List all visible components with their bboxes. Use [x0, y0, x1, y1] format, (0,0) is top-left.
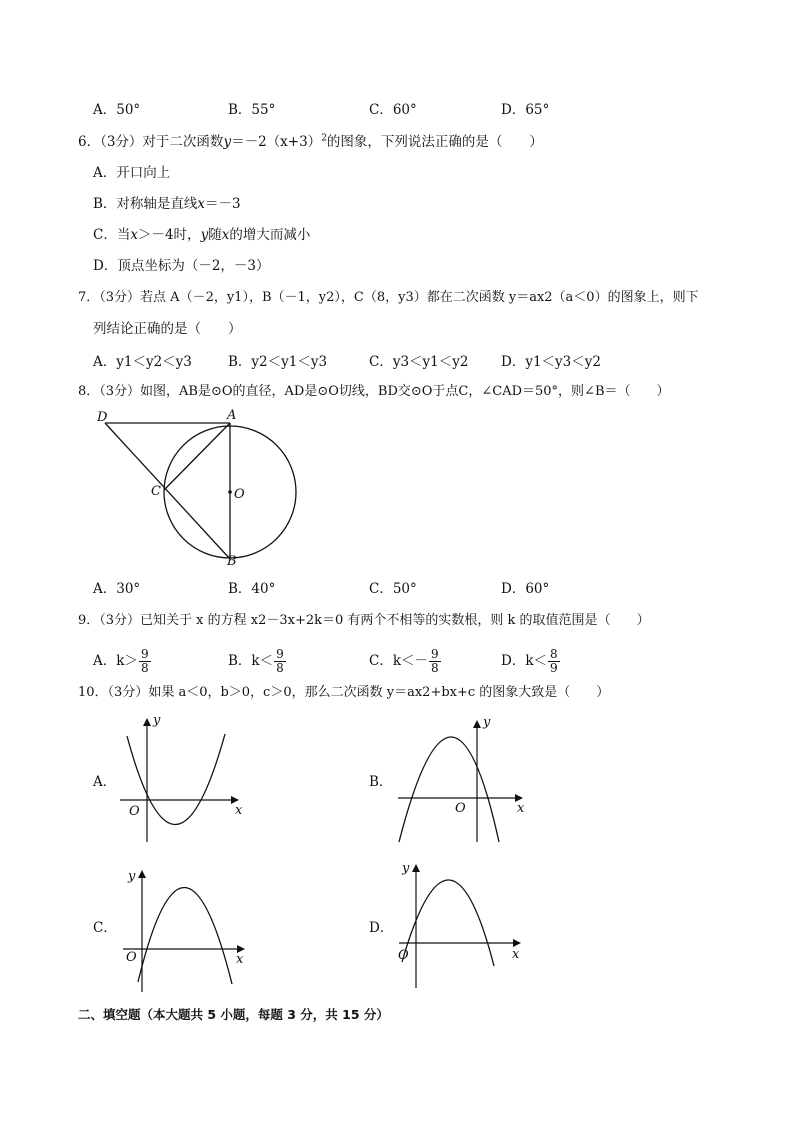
q8-option-a: A．30° — [93, 581, 141, 597]
q6-y: y — [223, 134, 232, 150]
q6-c-x2: x — [221, 227, 230, 243]
q9-option-d — [501, 648, 561, 675]
q7-option-a: A．y1＜y2＜y3 — [93, 354, 192, 370]
q9-a-den: 8 — [140, 661, 149, 675]
q9-stem: 9．（3分）已知关于 x 的方程 x2－3x+2k＝0 有两个不相等的实数根，则 k 的取值范围是（ ） — [78, 613, 650, 628]
q10-option-a-label: A． — [93, 774, 117, 790]
q6-option-a: A．开口向上 — [93, 165, 171, 181]
q8-option-b: B．40° — [228, 581, 276, 597]
q10-stem: 10．（3分）如果 a＜0，b＞0，c＞0，那么二次函数 y＝ax2+bx+c 的图象大致是（ ） — [78, 685, 610, 700]
q6-b-x: x — [197, 196, 206, 212]
q10-option-c-label: C． — [93, 920, 117, 936]
q9-b-fraction — [274, 648, 286, 675]
q10-option-b-label: B． — [369, 774, 393, 790]
label-b: B — [227, 554, 237, 569]
q6-option-d: D．顶点坐标为（－2，－3） — [93, 258, 270, 274]
q8-option-d: D．60° — [501, 581, 550, 597]
q7-option-c: C．y3＜y1＜y2 — [369, 354, 469, 370]
q10-c-y: y — [128, 869, 136, 884]
q10-b-x: x — [517, 801, 525, 816]
q10-option-d-label: D． — [369, 920, 394, 936]
q10-d-y: y — [402, 861, 410, 876]
q9-b-den: 8 — [276, 661, 284, 675]
q9-b-num: 9 — [276, 647, 284, 661]
q7-stem-line1: 7．（3分）若点 A（－2，y1），B（－1，y2），C（8，y3）都在二次函数 y＝ax2（a＜0）的图象上，则下 — [78, 290, 699, 305]
q6-c-x: x — [130, 227, 138, 243]
q7-option-d: D．y1＜y3＜y2 — [501, 354, 601, 370]
q9-a-num: 9 — [140, 647, 149, 661]
q8-circle-figure — [95, 406, 295, 569]
label-o: O — [234, 487, 245, 502]
q5-option-c: C．60° — [369, 102, 417, 118]
q9-d-fraction — [548, 648, 560, 675]
q9-c-num: 9 — [431, 647, 439, 661]
q9-d-prefix: D．k＜ — [501, 653, 548, 669]
q10-c-x: x — [236, 952, 244, 967]
q6-b-prefix: B．对称轴是直线 — [93, 196, 198, 212]
q9-d-num: 8 — [550, 647, 558, 661]
q9-option-c — [369, 648, 442, 675]
q10-a-x: x — [235, 803, 243, 818]
q6-stem-suffix: 的图象，下列说法正确的是（ ） — [326, 134, 543, 150]
q6-sup: 2 — [321, 133, 327, 144]
q10-b-y: y — [483, 715, 491, 730]
q9-c-den: 8 — [431, 661, 439, 675]
label-d: D — [97, 410, 108, 425]
q6-b-suffix: ＝－3 — [205, 196, 241, 212]
q10-a-o: O — [129, 804, 140, 819]
q8-stem: 8．（3分）如图，AB是⊙O的直径，AD是⊙O切线，BD交⊙O于点C，∠CAD＝50°，则∠B＝（ ） — [78, 384, 670, 399]
q6-c-suffix: 的增大而减小 — [229, 227, 311, 243]
q10-graph-b — [393, 712, 533, 847]
q10-d-o: O — [398, 948, 409, 963]
q9-option-b — [228, 648, 287, 675]
q9-a-prefix: A．k＞ — [93, 653, 138, 669]
q9-d-den: 9 — [550, 661, 558, 675]
label-a: A — [227, 408, 237, 423]
q8-option-c: C．50° — [369, 581, 417, 597]
q10-d-x: x — [512, 947, 520, 962]
q10-graph-a — [115, 714, 245, 844]
q6-option-b — [93, 195, 241, 213]
q5-option-b: B．55° — [228, 102, 276, 118]
q10-c-o: O — [126, 950, 137, 965]
label-c: C — [151, 484, 161, 499]
q9-b-prefix: B．k＜ — [228, 653, 274, 669]
q9-a-fraction — [139, 648, 151, 675]
q6-formula: ＝－2（x+3） — [231, 134, 322, 150]
q9-option-a — [93, 648, 152, 675]
q5-option-a: A．50° — [93, 102, 141, 118]
q6-stem-prefix: 6．（3分）对于二次函数 — [78, 134, 224, 150]
q10-a-y: y — [153, 713, 161, 728]
q9-c-prefix: C．k＜－ — [369, 653, 429, 669]
q5-option-d: D．65° — [501, 102, 550, 118]
q6-option-c — [93, 226, 310, 244]
q7-stem-line2: 列结论正确的是（ ） — [93, 321, 242, 337]
q6-c-y: y — [200, 227, 209, 243]
q10-b-o: O — [455, 801, 466, 816]
q10-graph-c — [118, 862, 258, 997]
section-2-heading: 二、填空题（本大题共 5 小题，每题 3 分，共 15 分） — [78, 1007, 389, 1022]
center-dot — [228, 490, 232, 494]
q6-c-mid: ＞－4时， — [137, 227, 201, 243]
q6-c-mid2: 随 — [208, 227, 222, 243]
q6-stem — [78, 133, 543, 151]
segment-db — [105, 423, 230, 559]
q7-option-b: B．y2＜y1＜y3 — [228, 354, 328, 370]
q9-c-fraction — [429, 648, 441, 675]
q10-graph-d — [394, 856, 534, 991]
q6-c-prefix: C．当 — [93, 227, 131, 243]
